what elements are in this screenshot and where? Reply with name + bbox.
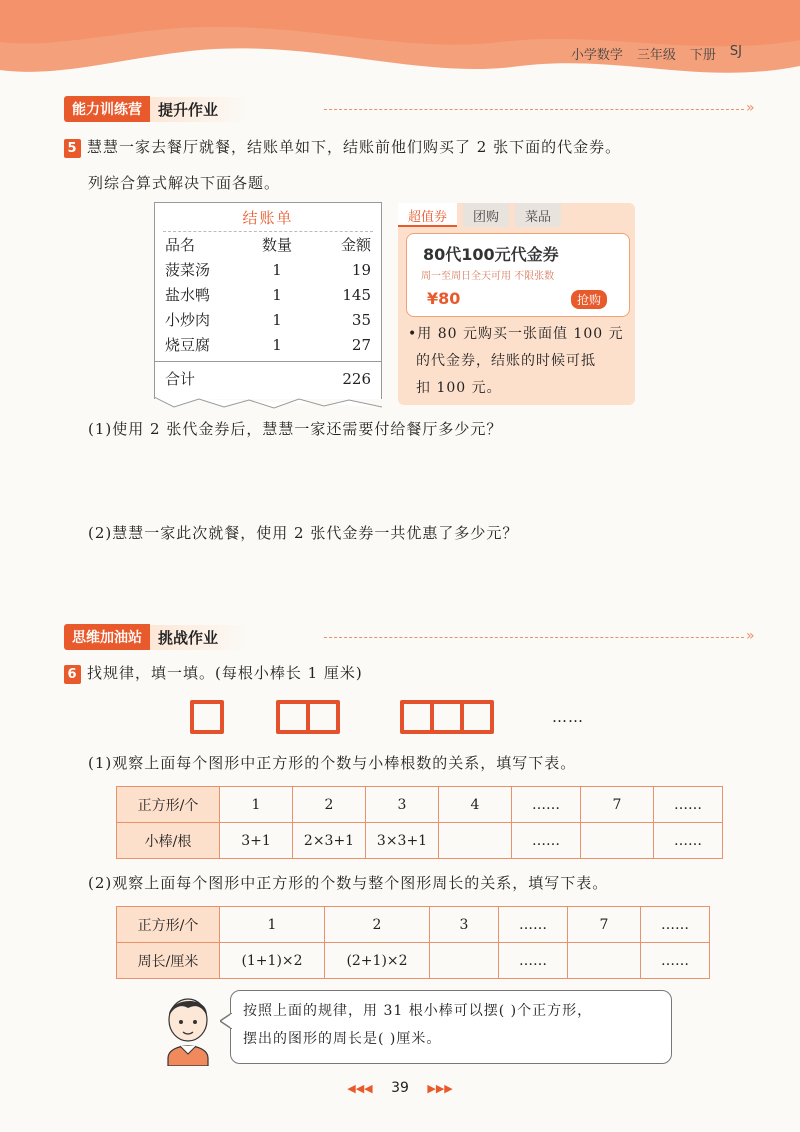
page-footer	[0, 1080, 800, 1096]
tab-dishes: 菜品	[515, 203, 561, 227]
q6-sub2: (2)观察上面每个图形中正方形的个数与整个图形周长的关系，填写下表。	[88, 874, 609, 892]
table-cell: ……	[512, 823, 581, 859]
table-cell: 正方形/个	[117, 787, 220, 823]
table-cell: (2+1)×2	[325, 943, 430, 979]
header-grade: 三年级	[636, 48, 676, 63]
answer-cell[interactable]	[439, 823, 512, 859]
bubble-text	[243, 997, 592, 1053]
voucher-card	[406, 233, 630, 317]
table-cell: ……	[512, 787, 581, 823]
q6-stem	[64, 662, 363, 684]
receipt-header-qty: 数量	[261, 236, 292, 254]
stick-square	[460, 700, 494, 734]
receipt-amount: 35	[351, 310, 371, 329]
table-row	[117, 787, 723, 823]
receipt-qty: 1	[272, 285, 282, 304]
table-cell: ……	[641, 907, 710, 943]
header-info	[571, 44, 742, 63]
table-cell: 周长/厘米	[117, 943, 220, 979]
receipt-header-row	[155, 232, 381, 257]
table-cell: 3×3+1	[366, 823, 439, 859]
tab-super-value: 超值券	[398, 203, 457, 227]
page-number: 39	[391, 1080, 409, 1096]
tab-group-buy: 团购	[463, 203, 509, 227]
receipt-torn-edge	[154, 397, 382, 409]
receipt	[154, 202, 382, 399]
receipt-amount: 145	[342, 285, 371, 304]
stick-square	[190, 700, 224, 734]
q6-sub1: (1)观察上面每个图形中正方形的个数与小棒根数的关系，填写下表。	[88, 754, 577, 772]
bubble-line2: 摆出的图形的周长是( )厘米。	[243, 1031, 442, 1047]
receipt-qty: 1	[272, 335, 282, 354]
banner-dash-line	[324, 109, 744, 110]
table-cell: ……	[654, 823, 723, 859]
receipt-row	[155, 332, 381, 357]
banner-dash-line	[324, 637, 744, 638]
table-cell: (1+1)×2	[220, 943, 325, 979]
table-cell: 4	[439, 787, 512, 823]
speech-bubble	[230, 990, 672, 1064]
voucher-desc-line: 扣 100 元。	[416, 380, 502, 396]
double-chevron-icon: »	[746, 628, 755, 644]
table-cell: ……	[499, 943, 568, 979]
table-cell: 小棒/根	[117, 823, 220, 859]
table-sticks	[116, 786, 723, 859]
bubble-tail	[220, 1013, 232, 1029]
section-banner-ability	[64, 96, 755, 122]
table-cell: 正方形/个	[117, 907, 220, 943]
table-cell: ……	[499, 907, 568, 943]
header-term: 下册	[689, 48, 716, 63]
boy-illustration	[156, 988, 220, 1066]
stick-square	[400, 700, 434, 734]
table-cell: ……	[641, 943, 710, 979]
section-tag: 思维加油站	[64, 624, 150, 650]
voucher-title: 80代100元代金券	[423, 245, 559, 264]
table-cell: 7	[581, 787, 654, 823]
left-arrows-icon: ◀◀◀	[347, 1082, 373, 1095]
receipt-total-label: 合计	[165, 370, 196, 388]
receipt-total-value: 226	[342, 369, 371, 388]
table-row	[117, 943, 710, 979]
table-cell: 3	[366, 787, 439, 823]
table-cell: 3	[430, 907, 499, 943]
receipt-item: 菠菜汤	[165, 261, 211, 279]
table-cell: 2	[325, 907, 430, 943]
section-subtitle: 挑战作业	[150, 625, 248, 650]
table-cell: ……	[654, 787, 723, 823]
stick-square	[430, 700, 464, 734]
answer-cell[interactable]	[430, 943, 499, 979]
receipt-header-amount: 金额	[340, 236, 371, 254]
table-cell: 2	[293, 787, 366, 823]
q6-number: 6	[64, 665, 81, 684]
receipt-title: 结账单	[242, 209, 294, 227]
double-chevron-icon: »	[746, 100, 755, 116]
receipt-item: 小炒肉	[165, 311, 211, 329]
receipt-amount: 27	[351, 335, 371, 354]
answer-cell[interactable]	[581, 823, 654, 859]
section-subtitle: 提升作业	[150, 97, 248, 122]
receipt-qty: 1	[272, 310, 282, 329]
voucher-price: ¥80	[427, 289, 461, 308]
table-cell: 1	[220, 907, 325, 943]
receipt-row	[155, 282, 381, 307]
figures-ellipsis: ……	[552, 708, 584, 726]
voucher-desc-line: 的代金券，结账的时候可抵	[416, 353, 596, 369]
receipt-item: 烧豆腐	[165, 336, 211, 354]
table-cell: 2×3+1	[293, 823, 366, 859]
receipt-row	[155, 307, 381, 332]
coupon-tabs	[398, 203, 635, 227]
q5-stem	[64, 136, 744, 158]
stick-square	[276, 700, 310, 734]
table-row	[117, 823, 723, 859]
receipt-total-row	[155, 366, 381, 391]
q5-line1: 慧慧一家去餐厅就餐，结账单如下，结账前他们购买了 2 张下面的代金券。	[87, 138, 622, 156]
receipt-item: 盐水鸭	[165, 286, 211, 304]
section-tag: 能力训练营	[64, 96, 150, 122]
receipt-qty: 1	[272, 260, 282, 279]
voucher-note: 周一至周日全天可用 不限张数	[421, 271, 555, 282]
table-cell: 1	[220, 787, 293, 823]
q6-line1: 找规律，填一填。(每根小棒长 1 厘米)	[87, 664, 363, 682]
q5-sub2: (2)慧慧一家此次就餐，使用 2 张代金券一共优惠了多少元？	[88, 524, 519, 542]
q5-number: 5	[64, 139, 81, 158]
receipt-total-divider	[155, 361, 381, 362]
receipt-header-item: 品名	[165, 236, 196, 254]
table-cell: 7	[568, 907, 641, 943]
table-row	[117, 907, 710, 943]
coupon-panel	[398, 203, 635, 405]
receipt-row	[155, 257, 381, 282]
section-banner-thinking	[64, 624, 755, 650]
header-edition: SJ	[729, 44, 742, 59]
header-subject: 小学数学	[570, 48, 623, 63]
buy-button: 抢购	[571, 290, 607, 309]
table-perimeter	[116, 906, 710, 979]
answer-cell[interactable]	[568, 943, 641, 979]
right-arrows-icon: ▶▶▶	[427, 1082, 453, 1095]
voucher-description	[408, 321, 628, 402]
q5-line2: 列综合算式解决下面各题。	[88, 174, 281, 192]
q5-sub1: (1)使用 2 张代金券后，慧慧一家还需要付给餐厅多少元？	[88, 420, 503, 438]
bubble-line1: 按照上面的规律，用 31 根小棒可以摆( )个正方形，	[243, 1003, 593, 1019]
voucher-desc-line: •用 80 元购买一张面值 100 元	[408, 326, 624, 342]
table-cell: 3+1	[220, 823, 293, 859]
receipt-amount: 19	[351, 260, 371, 279]
stick-square	[306, 700, 340, 734]
